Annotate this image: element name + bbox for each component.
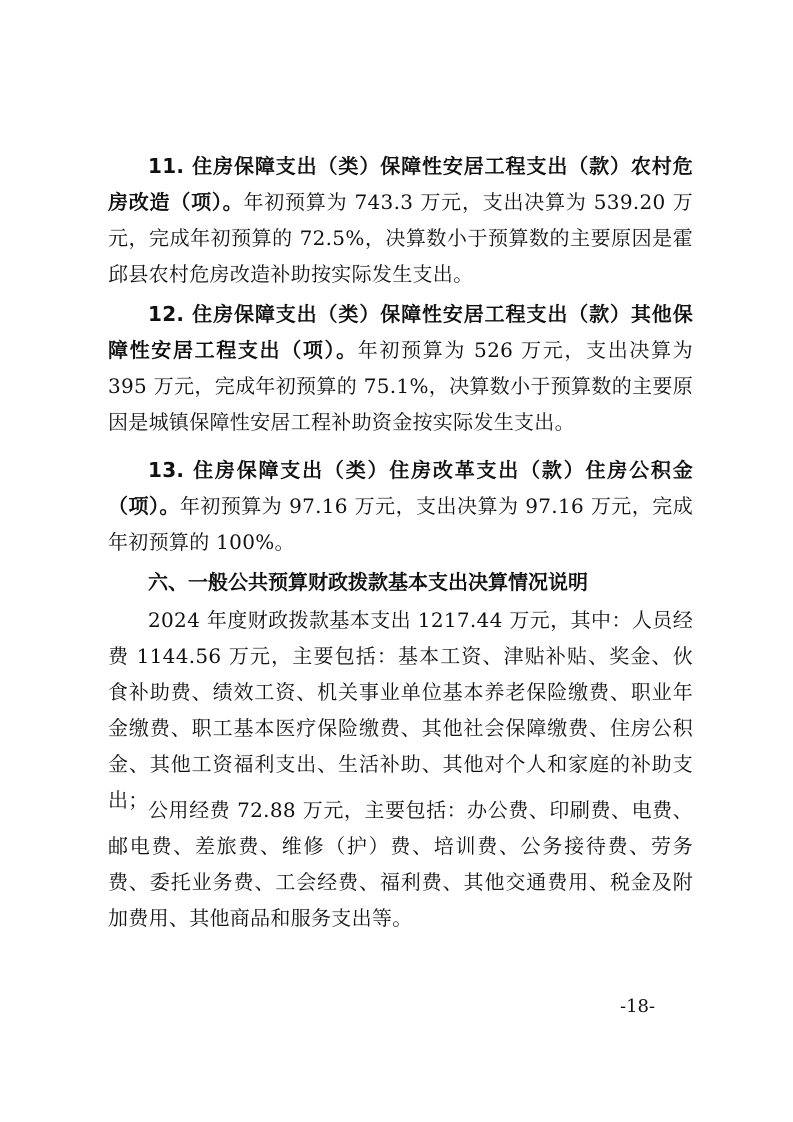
item-13-heading: 13. 住房保障支出（类）住房改革支出（款）住房公积金（项）。 bbox=[108, 458, 693, 518]
item-12-heading: 12. 住房保障支出（类）保障性安居工程支出（款）其他保障性安居工程支出（项）。 bbox=[108, 302, 693, 362]
item-12-body: 年初预算为 526 万元，支出决算为 395 万元，完成年初预算的 75.1%，决算数小于预算数的主要原因是城镇保障性安居工程补助资金按实际发生支出。 bbox=[108, 338, 693, 434]
item-13-body: 年初预算为 97.16 万元，支出决算为 97.16 万元，完成年初预算的 100%。 bbox=[108, 494, 694, 554]
item-11-paragraph bbox=[108, 148, 693, 292]
item-11-body: 年初预算为 743.3 万元，支出决算为 539.20 万元，完成年初预算的 72.5%，决算数小于预算数的主要原因是霍邱县农村危房改造补助按实际发生支出。 bbox=[108, 190, 693, 286]
item-11-heading: 11. 住房保障支出（类）保障性安居工程支出（款）农村危房改造（项）。 bbox=[108, 154, 693, 214]
item-13-paragraph bbox=[108, 452, 693, 560]
page-number: -18- bbox=[620, 996, 656, 1017]
section-title: 六、一般公共预算财政拨款基本支出决算情况说明 bbox=[148, 570, 588, 594]
item-12-paragraph bbox=[108, 296, 693, 440]
section-paragraph-personnel: 2024 年度财政拨款基本支出 1217.44 万元，其中：人员经费 1144.56 万元，主要包括：基本工资、津贴补贴、奖金、伙食补助费、绩效工资、机关事业单位基本养老保险缴费、职业年金缴费、职工基本医疗保险缴费、其他社会保障缴费、住房公积金、其他工资福利支出、生活补助、其他对个人和家庭的补助支出； bbox=[108, 608, 693, 812]
section-paragraph-public-funds: 公用经费 72.88 万元，主要包括：办公费、印刷费、电费、邮电费、差旅费、维修（护）费、培训费、公务接待费、劳务费、委托业务费、工会经费、福利费、其他交通费用、税金及附加费用、其他商品和服务支出等。 bbox=[108, 798, 693, 930]
